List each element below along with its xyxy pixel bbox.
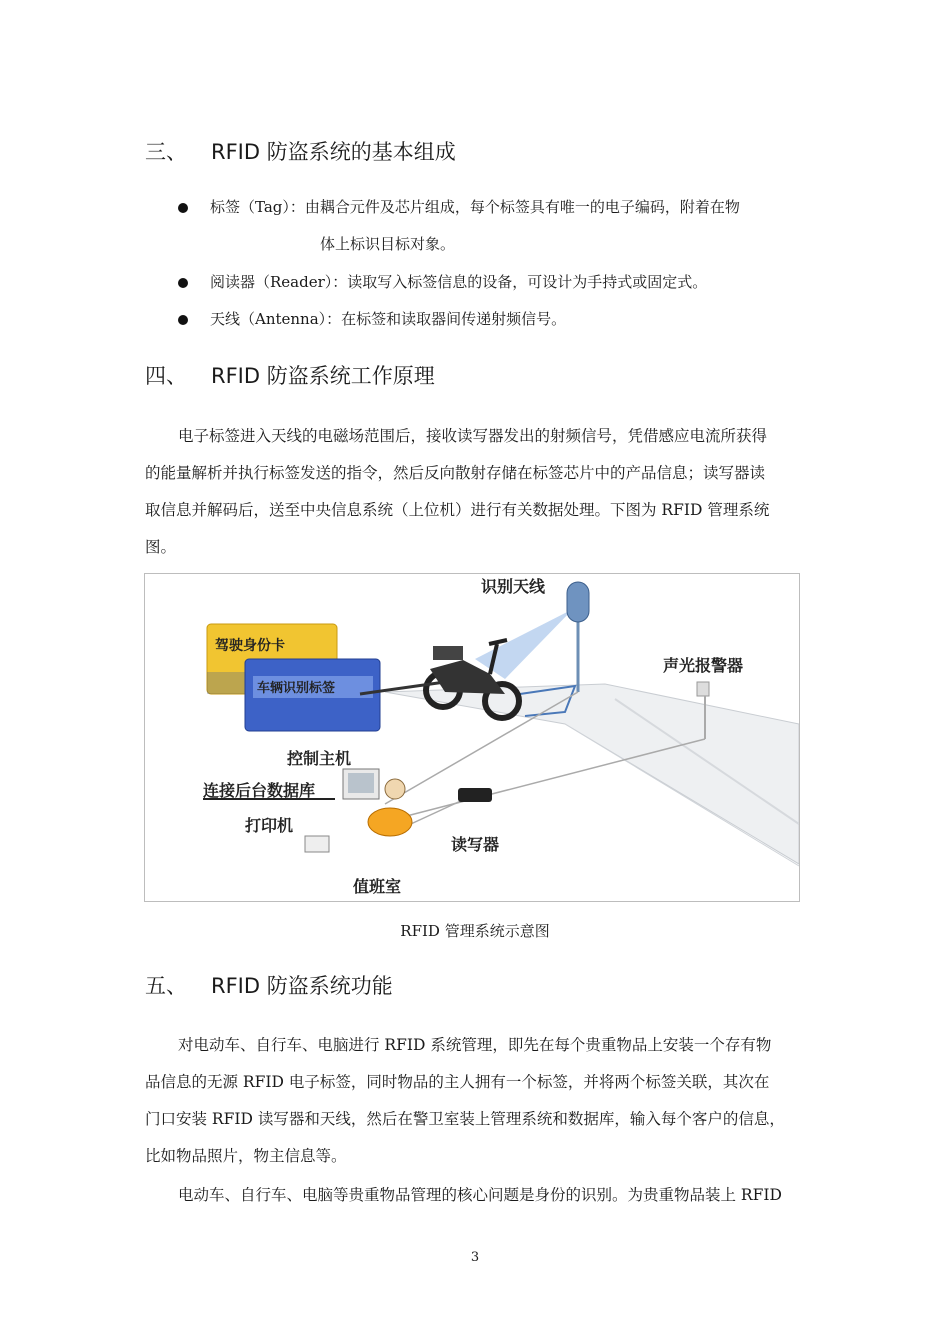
paragraph-line: 比如物品照片，物主信息等。	[145, 1147, 347, 1165]
bullet-dot	[178, 278, 188, 288]
section-3-heading	[145, 136, 456, 166]
bullet-text: 标签（Tag）：由耦合元件及芯片组成，每个标签具有唯一的电子编码，附着在物	[210, 198, 740, 216]
operator-icon	[385, 779, 405, 799]
label-antenna: 识别天线	[481, 577, 546, 596]
label-printer: 打印机	[245, 816, 294, 835]
section-4-heading	[145, 360, 435, 390]
road-surface	[385, 684, 799, 864]
printer-icon	[305, 836, 329, 852]
label-host: 控制主机	[287, 749, 352, 768]
label-duty-room: 值班室	[353, 877, 402, 896]
rfid-system-diagram	[144, 573, 800, 902]
bullet-text-continued: 体上标识目标对象。	[320, 235, 456, 253]
paragraph-line: 品信息的无源 RFID 电子标签，同时物品的主人拥有一个标签，并将两个标签关联，其次在	[145, 1073, 770, 1091]
page-number: 3	[470, 1250, 480, 1265]
section-title: RFID 防盗系统的基本组成	[211, 140, 456, 164]
paragraph-line: 电子标签进入天线的电磁场范围后，接收读写器发出的射频信号，凭借感应电流所获得	[178, 427, 768, 445]
section-number: 三、	[145, 140, 187, 164]
bullet-text: 天线（Antenna）：在标签和读取器间传递射频信号。	[210, 310, 567, 328]
paragraph-line: 的能量解析并执行标签发送的指令，然后反向散射存储在标签芯片中的产品信息；读写器读	[145, 464, 766, 482]
figure-caption: RFID 管理系统示意图	[400, 922, 550, 940]
antenna-icon	[567, 582, 589, 622]
section-number: 四、	[145, 364, 187, 388]
label-database: 连接后台数据库	[203, 781, 316, 800]
section-title: RFID 防盗系统功能	[211, 974, 393, 998]
paragraph-line: 门口安装 RFID 读写器和天线，然后在警卫室装上管理系统和数据库，输入每个客户的信息，	[145, 1110, 785, 1128]
label-vehicle-tag: 车辆识别标签	[257, 681, 336, 696]
section-5-heading	[145, 970, 393, 1000]
section-number: 五、	[145, 974, 187, 998]
paragraph-line: 取信息并解码后，送至中央信息系统（上位机）进行有关数据处理。下图为 RFID 管理系统	[145, 501, 770, 519]
paragraph-line: 电动车、自行车、电脑等贵重物品管理的核心问题是身份的识别。为贵重物品装上 RFID	[178, 1186, 782, 1204]
reader-device-icon	[458, 788, 492, 802]
label-driver-card: 驾驶身份卡	[215, 638, 285, 654]
paragraph-line: 图。	[145, 538, 177, 556]
paragraph-line: 对电动车、自行车、电脑进行 RFID 系统管理，即先在每个贵重物品上安装一个存有物	[178, 1036, 772, 1054]
section-title: RFID 防盗系统工作原理	[211, 364, 435, 388]
bullet-dot	[178, 203, 188, 213]
label-reader: 读写器	[451, 835, 500, 854]
operator-chair	[368, 808, 412, 836]
bullet-dot	[178, 315, 188, 325]
label-alarm: 声光报警器	[663, 656, 744, 675]
bullet-text: 阅读器（Reader）：读取写入标签信息的设备，可设计为手持式或固定式。	[210, 273, 708, 291]
alarm-icon	[697, 682, 709, 696]
